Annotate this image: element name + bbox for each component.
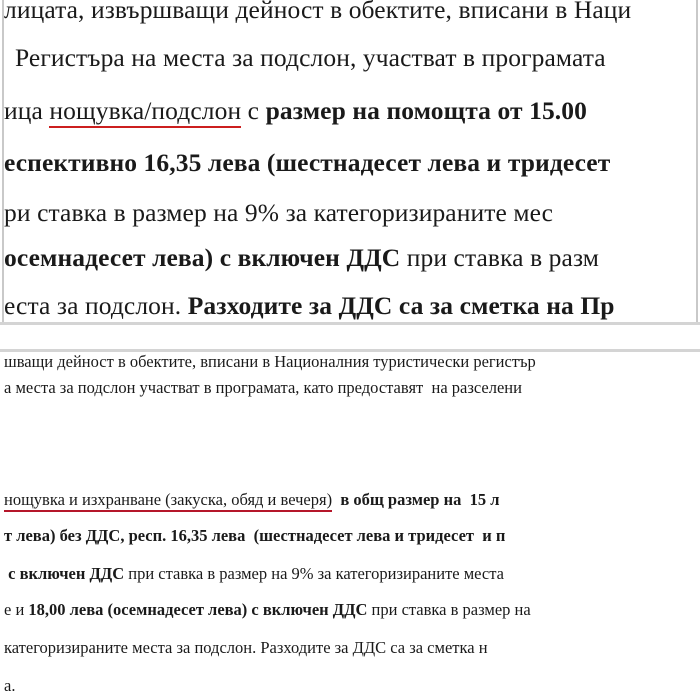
bottom-line-5 [4,566,504,583]
bold-text-segment: в общ размер на 15 л [332,490,500,509]
text-segment: при ставка в размер на 9% за категоризираните места [124,564,504,583]
text-segment: при ставка в размер на [367,600,531,619]
top-line-6 [4,245,599,271]
text-segment: с [241,96,266,125]
bottom-line-2 [4,380,522,397]
top-document-excerpt [0,0,700,322]
panel-divider [0,322,700,325]
bold-text-segment: еспективно 16,35 лева (шестнадесет лева и тридесет [4,148,611,177]
text-segment: а места за подслон участват в програмата, като предоставят на разселени [4,378,522,397]
underlined-term: нощувка и изхранване (закуска, обяд и вечеря) [4,490,332,512]
text-segment: Регистъра на места за подслон, участват в програмата [2,43,606,72]
bold-text-segment: размер на помощта от 15.00 [265,96,587,125]
bottom-line-7 [4,640,488,657]
text-segment: лицата, извършващи дейност в обектите, вписани в Наци [4,0,632,24]
text-segment: а. [4,676,16,695]
underlined-term: нощувка/подслон [49,96,241,128]
bold-text-segment: с включен ДДС [4,564,125,583]
top-line-7 [4,293,615,319]
top-line-3 [4,98,587,124]
bottom-line-1 [4,354,536,371]
text-segment: ри ставка в размер на 9% за категоризираните мес [4,198,554,227]
bottom-line-6 [4,602,531,619]
bottom-line-4 [4,528,505,545]
bold-text-segment: 18,00 лева (осемнадесет лева) с включен ДДС [28,600,368,619]
text-segment: шващи дейност в обектите, вписани в Националния туристически регистър [4,352,536,371]
text-segment: ица [4,96,50,125]
bottom-document-excerpt [0,352,700,700]
panel-gap [0,322,700,352]
right-frame-border [696,0,698,322]
text-segment: при ставка в разм [400,243,600,272]
top-line-4 [4,150,610,176]
bold-text-segment: Разходите за ДДС са за сметка на Пр [187,291,615,320]
text-segment: еста за подслон. [4,291,188,320]
top-line-5 [4,200,553,226]
bold-text-segment: осемнадесет лева) с включен ДДС [4,243,401,272]
bold-text-segment: т лева) без ДДС, респ. 16,35 лева (шестнадесет лева и тридесет и п [4,526,506,545]
bottom-line-8 [4,678,15,695]
top-line-2 [2,45,606,71]
top-line-1 [4,0,631,23]
bottom-line-3 [4,492,500,509]
text-segment: е и [4,600,29,619]
text-segment: категоризираните места за подслон. Разходите за ДДС са за сметка н [4,638,488,657]
